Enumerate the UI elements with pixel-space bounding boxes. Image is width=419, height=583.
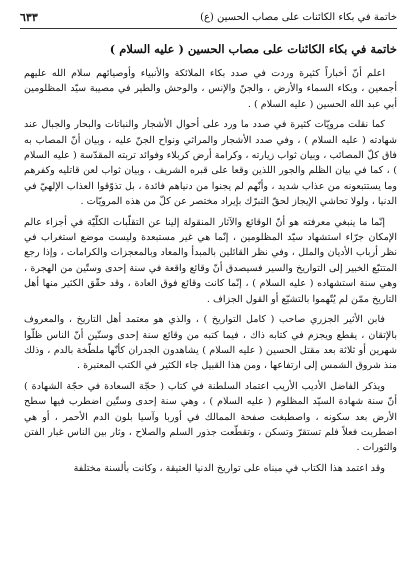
body-text [24,66,397,575]
section-title: خاتمة في بكاء الكائنات على مصاب الحسين ( عليه السلام ) [109,42,397,56]
paragraph: اعلم أنّ أخباراً كثيرة وردت في صدد بكاء الملائكة والأنبياء وأوصيائهم سلام الله عليهم أجمعين ، وبكاء السماء والأرض ، والجنّ والإنس ، والوحش والطير في مصيبة سيّد المظلومين أبي عبد الله الحسين ( عليه السلام ) . [24,68,397,110]
paragraph: ويذكر الفاضل الأديب الأريب اعتماد السلطنة في كتاب ( حجّة السعادة في حجّة الشهادة ) أنّ سنة شهادة السيّد المظلوم ( عليه السلام ) ، وهي سنة إحدى وستّين اضطرب فيها سطح الأرض بعد سكونه ، واصطبغت صفحة الممالك في أوربا وآسيا بلون الدم الأحمر ، أو هي اضطربت فعلاً فلم تستقرّ وتسكن ، وتقطّعت جذور السلم والصلاح ، وثار بين الناس غبار الفتن والثورات . [24,380,397,454]
paragraph: فابن الأثير الجزري صاحب ( كامل التواريخ ) ، والذي هو معتمد أهل التاريخ ، والمعروف بالإتقان ، يقطع ويجزم في كتابه ذاك ، فيما كتبه من وقائع سنة إحدى وستّين أنّ الناس ظلّوا شهرين أو ثلاثة بعد مقتل الحسين ( عليه السلام ) يشاهدون الجدران كأنّها ملطّخة بالدم ، وذلك منذ شروق الشمس إلى ارتفاعها ، ومن هذا القبيل جاء الكثير في الكتب المعتبرة . [24,314,397,372]
running-title: خاتمة في بكاء الكائنات على مصاب الحسين (ع) [200,11,397,23]
paragraph: إنّما ما ينبغي معرفته هو أنّ الوقائع والآثار المنقولة إلينا عن التقلّبات الكلّيّة في أجزاء عالم الإمكان جرّاء استشهاد سيّد المظلومين ، إنّما هي غير مستبعدة وليست موضع استغراب في نظر أرباب الأديان والملل ، وفي نظر القائلين بالمبدأ والمعاد وبالمعجزات والكرامات ، وإذا رجع المتتبّع الخبير إلى التواريخ والسير فسيصدق أنّ وقائع واقعة في سنة إحدى وستّين من الهجرة ، وهي سنة استشهاده ( عليه السلام ) ، إنّما كانت وقائع فوق العادة ، وقد حقّق الكثير منها أهل التاريخ ممّن لم يُتّهموا بالتشيّع أو القول الجزاف . [24,216,397,305]
paragraph: كما نقلت مرويّات كثيرة في صدد ما ورد على أحوال الأشجار والنباتات والبحار والجبال عند شهادته ( عليه السلام ) ، وفي صدد الأشجار والمراثي ونواح الجنّ عليه ، وبيان أنّ المصاب به فاق كلّ المصائب ، وبيان ثواب زيارته ، وكرامة أرض كربلاء وفوائد تربته المقدّسة ( عليه السلام ) ، كما في بيان الظلم والجور اللذين وقعا على قبره الشريف ، وبيان ثواب لعن قاتليه وكفرهم وما يستتبعونه من عذاب شديد ، وأنّهم لم يجنوا من دنياهم فائدة ، بل تذوّقوا العذاب الإلهيّ في الدنيا ، ولولا تحاشي الإيجاز لحقّ التبرّك بإيراد مختصر عن كلّ من هذه المرويّات . [24,119,397,208]
paragraph: وقد اعتمد هذا الكتاب في مبناه على تواريخ الدنيا العتيقة ، وكانت بألسنة مختلفة [73,462,385,474]
page-number: ٦٣٣ [20,10,38,24]
header-rule [20,28,397,29]
page-header [20,8,397,26]
